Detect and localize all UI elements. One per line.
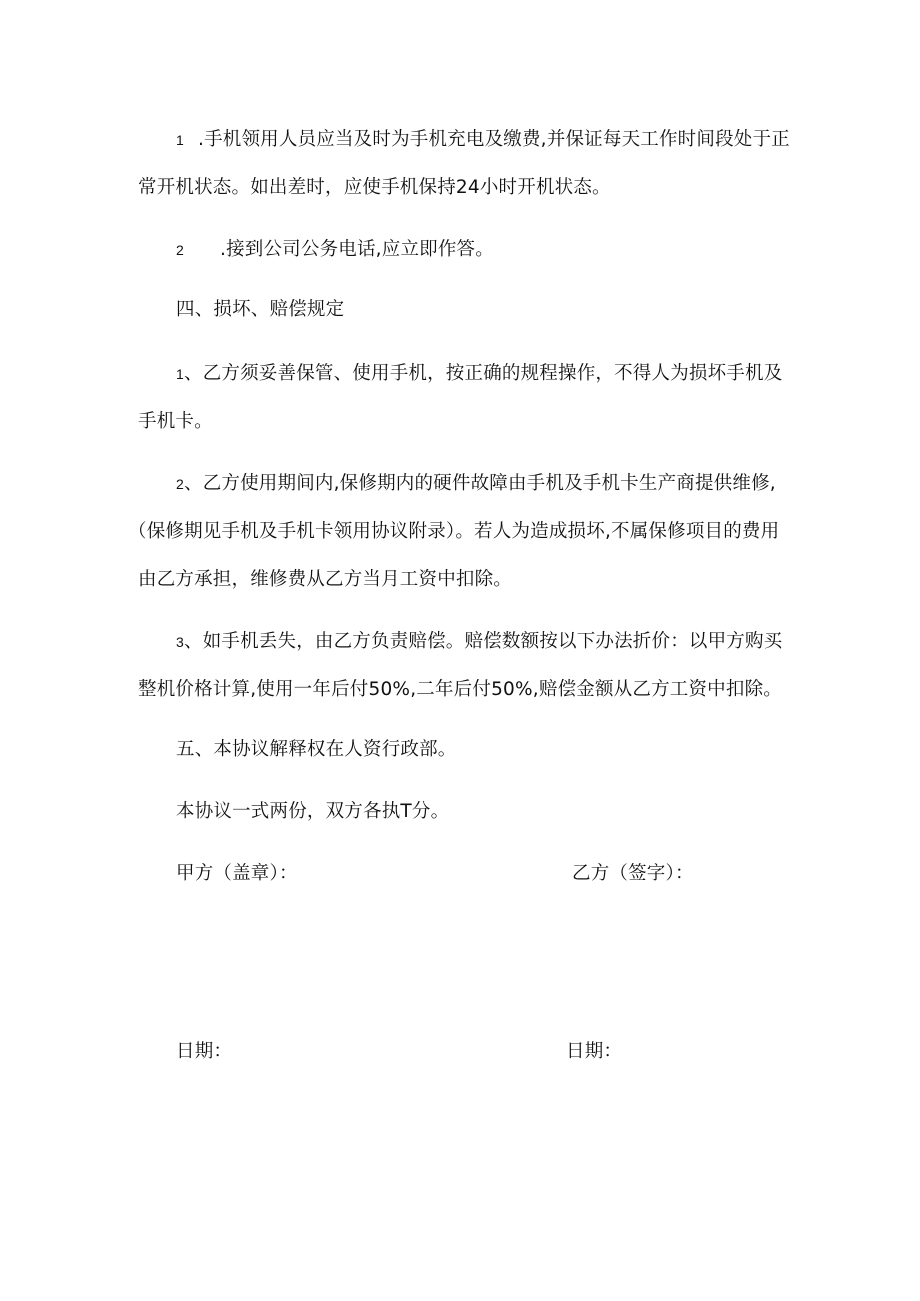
section-4-item-2-text: 、乙方使用期间内,保修期内的硬件故障由手机及手机卡生产商提供维修, — [184, 473, 776, 494]
section-4-item-3-number: 3 — [176, 634, 184, 650]
section-4-item-3-line-1 — [176, 630, 782, 654]
section-4-heading: 四、损坏、赔偿规定 — [176, 299, 345, 320]
clause-2-number: 2 — [176, 242, 184, 258]
section-5-heading: 五、本协议解释权在人资行政部。 — [176, 739, 457, 760]
section-4-item-1-line-1 — [176, 362, 782, 386]
clause-1-number: 1 — [176, 132, 184, 148]
section-4-item-3-line-2: 整机价格计算,使用一年后付50%,二年后付50%,赔偿金额从乙方工资中扣除。 — [138, 679, 782, 700]
section-4-item-3-text: 、如手机丢失，由乙方负责赔偿。赔偿数额按以下办法折价：以甲方购买 — [184, 631, 783, 652]
clause-1-text: .手机领用人员应当及时为手机充电及缴费,并保证每天工作时间段处于正 — [198, 129, 790, 150]
party-a-date-label: 日期： — [176, 1041, 233, 1062]
clause-1-line-1 — [176, 128, 790, 152]
party-b-signature-label: 乙方（签字）： — [572, 863, 694, 884]
party-b-date-label: 日期： — [566, 1041, 623, 1062]
clause-2-text: .接到公司公务电话,应立即作答。 — [220, 239, 494, 260]
section-4-item-1-number: 1 — [176, 366, 184, 382]
section-4-item-2-line-2: （保修期见手机及手机卡领用协议附录）。若人为造成损坏,不属保修项目的费用 — [128, 521, 780, 542]
section-4-item-1-text: 、乙方须妥善保管、使用手机，按正确的规程操作，不得人为损坏手机及 — [184, 363, 783, 384]
section-4-item-1-line-2: 手机卡。 — [138, 411, 213, 432]
section-4-item-2-line-1 — [176, 472, 776, 496]
section-4-item-2-line-3: 由乙方承担，维修费从乙方当月工资中扣除。 — [138, 569, 513, 590]
clause-2-line-1 — [176, 238, 494, 262]
party-a-seal-label: 甲方（盖章）： — [176, 863, 298, 884]
section-4-item-2-number: 2 — [176, 476, 184, 492]
copies-statement: 本协议一式两份，双方各执T分。 — [176, 801, 450, 822]
clause-1-line-2: 常开机状态。如出差时，应使手机保持24小时开机状态。 — [138, 177, 611, 198]
